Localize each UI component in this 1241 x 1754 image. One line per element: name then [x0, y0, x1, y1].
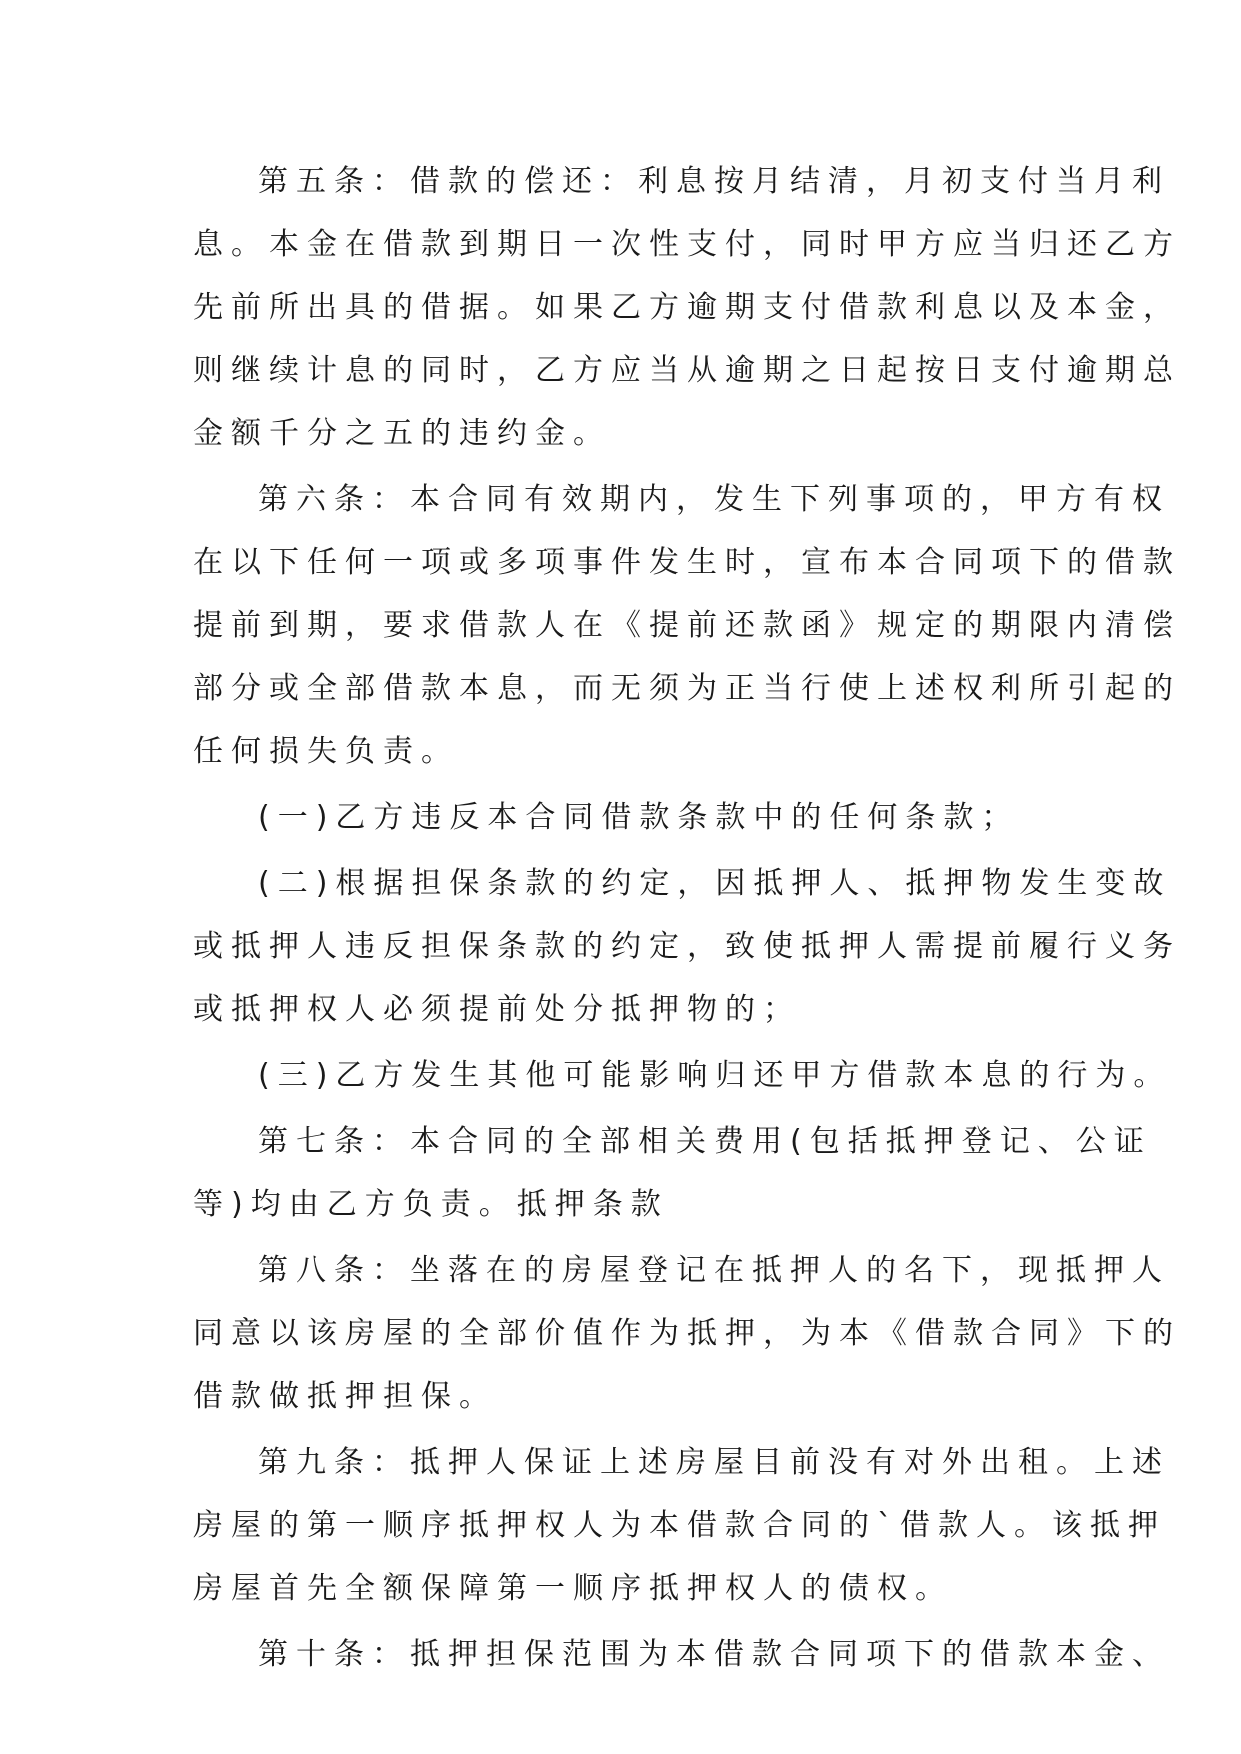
- text-line: 或抵押人违反担保条款的约定，致使抵押人需提前履行义务: [193, 929, 1181, 964]
- text-line: (三)乙方发生其他可能影响归还甲方借款本息的行为。: [258, 1058, 1172, 1093]
- text-line: 第十条：抵押担保范围为本借款合同项下的借款本金、: [258, 1637, 1170, 1672]
- text-line: 第六条：本合同有效期内，发生下列事项的，甲方有权: [258, 482, 1170, 517]
- text-line: 息。本金在借款到期日一次性支付，同时甲方应当归还乙方: [193, 227, 1181, 262]
- text-line: 或抵押权人必须提前处分抵押物的；: [193, 992, 801, 1027]
- text-line: (一)乙方违反本合同借款条款中的任何条款；: [258, 800, 1020, 835]
- text-line: 任何损失负责。: [193, 734, 459, 769]
- text-line: 房屋的第一顺序抵押权人为本借款合同的`借款人。该抵押: [193, 1508, 1166, 1543]
- text-line: 等)均由乙方负责。抵押条款: [193, 1187, 669, 1222]
- text-line: 在以下任何一项或多项事件发生时，宣布本合同项下的借款: [193, 545, 1181, 580]
- text-line: 金额千分之五的违约金。: [193, 416, 611, 451]
- text-line: 同意以该房屋的全部价值作为抵押，为本《借款合同》下的: [193, 1316, 1181, 1351]
- text-line: (二)根据担保条款的约定，因抵押人、抵押物发生变故: [258, 866, 1172, 901]
- text-line: 第九条：抵押人保证上述房屋目前没有对外出租。上述: [258, 1445, 1170, 1480]
- text-line: 房屋首先全额保障第一顺序抵押权人的债权。: [193, 1571, 953, 1606]
- text-line: 提前到期，要求借款人在《提前还款函》规定的期限内清偿: [193, 608, 1181, 643]
- text-line: 先前所出具的借据。如果乙方逾期支付借款利息以及本金，: [193, 290, 1181, 325]
- text-line: 第五条：借款的偿还：利息按月结清，月初支付当月利: [258, 164, 1170, 199]
- text-line: 则继续计息的同时，乙方应当从逾期之日起按日支付逾期总: [193, 353, 1181, 388]
- text-line: 借款做抵押担保。: [193, 1379, 497, 1414]
- text-line: 第七条：本合同的全部相关费用(包括抵押登记、公证: [258, 1124, 1152, 1159]
- text-line: 部分或全部借款本息，而无须为正当行使上述权利所引起的: [193, 671, 1181, 706]
- text-line: 第八条：坐落在的房屋登记在抵押人的名下，现抵押人: [258, 1253, 1170, 1288]
